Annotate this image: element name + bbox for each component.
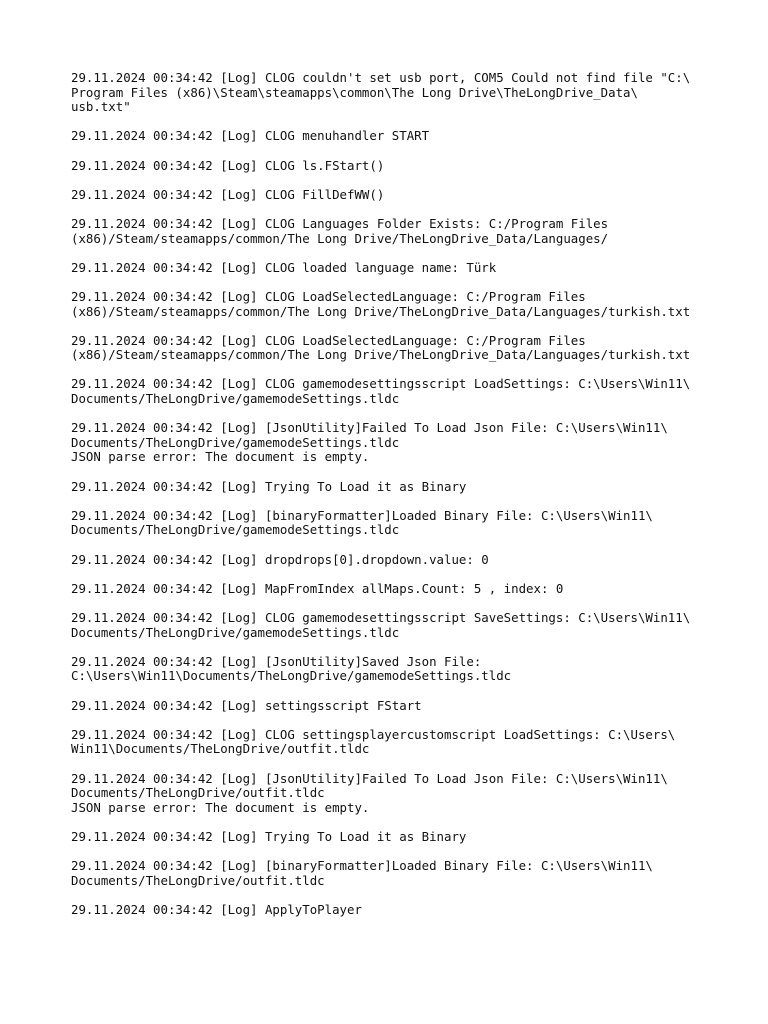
log-entry xyxy=(71,129,711,144)
log-entry xyxy=(71,71,711,115)
log-entry xyxy=(71,334,711,363)
log-line: 29.11.2024 00:34:42 [Log] [binaryFormatter]Loaded Binary File: C:\Users\Win11\ xyxy=(71,858,653,874)
log-line: 29.11.2024 00:34:42 [Log] CLOG LoadSelectedLanguage: C:/Program Files xyxy=(71,332,586,348)
log-line: Documents/TheLongDrive/gamemodeSettings.tldc xyxy=(71,434,400,450)
log-entry xyxy=(71,772,711,816)
log-line: (x86)/Steam/steamapps/common/The Long Drive/TheLongDrive_Data/Languages/turkish.txt xyxy=(71,303,691,319)
log-line: Documents/TheLongDrive/outfit.tldc xyxy=(71,872,325,888)
log-line: Win11\Documents/TheLongDrive/outfit.tldc xyxy=(71,741,370,757)
log-line: 29.11.2024 00:34:42 [Log] CLOG gamemodesettingsscript SaveSettings: C:\Users\Win11\ xyxy=(71,609,691,625)
log-entry xyxy=(71,188,711,203)
log-line: 29.11.2024 00:34:42 [Log] CLOG loaded language name: Türk xyxy=(71,259,497,275)
log-line: Documents/TheLongDrive/gamemodeSettings.tldc xyxy=(71,391,400,407)
log-line: 29.11.2024 00:34:42 [Log] ApplyToPlayer xyxy=(71,901,362,917)
log-entry xyxy=(71,217,711,246)
log-line: C:\Users\Win11\Documents/TheLongDrive/gamemodeSettings.tldc xyxy=(71,668,512,684)
log-line: Documents/TheLongDrive/outfit.tldc xyxy=(71,785,325,801)
log-line: 29.11.2024 00:34:42 [Log] [JsonUtility]Failed To Load Json File: C:\Users\Win11\ xyxy=(71,770,668,786)
log-line: Documents/TheLongDrive/gamemodeSettings.tldc xyxy=(71,624,400,640)
log-line: 29.11.2024 00:34:42 [Log] CLOG LoadSelectedLanguage: C:/Program Files xyxy=(71,288,586,304)
log-line: 29.11.2024 00:34:42 [Log] CLOG couldn't set usb port, COM5 Could not find file "C:\ xyxy=(71,70,691,85)
log-entry xyxy=(71,509,711,538)
log-line: JSON parse error: The document is empty. xyxy=(71,799,370,815)
log-entry xyxy=(71,859,711,888)
log-entry xyxy=(71,480,711,495)
log-line: JSON parse error: The document is empty. xyxy=(71,449,370,465)
log-line: (x86)/Steam/steamapps/common/The Long Drive/TheLongDrive_Data/Languages/ xyxy=(71,230,609,246)
log-line: 29.11.2024 00:34:42 [Log] settingsscript FStart xyxy=(71,697,422,713)
log-line: 29.11.2024 00:34:42 [Log] CLOG settingsplayercustomscript LoadSettings: C:\Users\ xyxy=(71,726,676,742)
log-entry xyxy=(71,159,711,174)
log-entry xyxy=(71,699,711,714)
log-line: 29.11.2024 00:34:42 [Log] CLOG ls.FStart() xyxy=(71,157,385,173)
log-line: Program Files (x86)\Steam\steamapps\common\The Long Drive\TheLongDrive_Data\ xyxy=(71,84,638,100)
log-line: 29.11.2024 00:34:42 [Log] CLOG gamemodesettingsscript LoadSettings: C:\Users\Win11\ xyxy=(71,376,691,392)
log-line: 29.11.2024 00:34:42 [Log] MapFromIndex allMaps.Count: 5 , index: 0 xyxy=(71,580,564,596)
log-entry xyxy=(71,655,711,684)
log-line: 29.11.2024 00:34:42 [Log] dropdrops[0].dropdown.value: 0 xyxy=(71,551,489,567)
log-line: 29.11.2024 00:34:42 [Log] [JsonUtility]Failed To Load Json File: C:\Users\Win11\ xyxy=(71,420,668,436)
log-line: 29.11.2024 00:34:42 [Log] Trying To Load it as Binary xyxy=(71,828,467,844)
log-entry xyxy=(71,261,711,276)
log-entry xyxy=(71,290,711,319)
log-entry xyxy=(71,377,711,406)
log-line: 29.11.2024 00:34:42 [Log] [JsonUtility]Saved Json File: xyxy=(71,653,482,669)
log-entry xyxy=(71,553,711,568)
log-line: 29.11.2024 00:34:42 [Log] [binaryFormatter]Loaded Binary File: C:\Users\Win11\ xyxy=(71,507,653,523)
log-line: 29.11.2024 00:34:42 [Log] Trying To Load it as Binary xyxy=(71,478,467,494)
log-document xyxy=(71,71,711,932)
log-entry xyxy=(71,903,711,918)
log-line: 29.11.2024 00:34:42 [Log] CLOG FillDefWW() xyxy=(71,186,385,202)
log-line: Documents/TheLongDrive/gamemodeSettings.tldc xyxy=(71,522,400,538)
log-line: usb.txt" xyxy=(71,99,131,115)
log-line: 29.11.2024 00:34:42 [Log] CLOG Languages Folder Exists: C:/Program Files xyxy=(71,215,609,231)
log-entry xyxy=(71,611,711,640)
log-entry xyxy=(71,421,711,465)
log-entry xyxy=(71,728,711,757)
log-entry xyxy=(71,582,711,597)
log-line: 29.11.2024 00:34:42 [Log] CLOG menuhandler START xyxy=(71,128,430,144)
log-entry xyxy=(71,830,711,845)
log-line: (x86)/Steam/steamapps/common/The Long Drive/TheLongDrive_Data/Languages/turkish.txt xyxy=(71,347,691,363)
